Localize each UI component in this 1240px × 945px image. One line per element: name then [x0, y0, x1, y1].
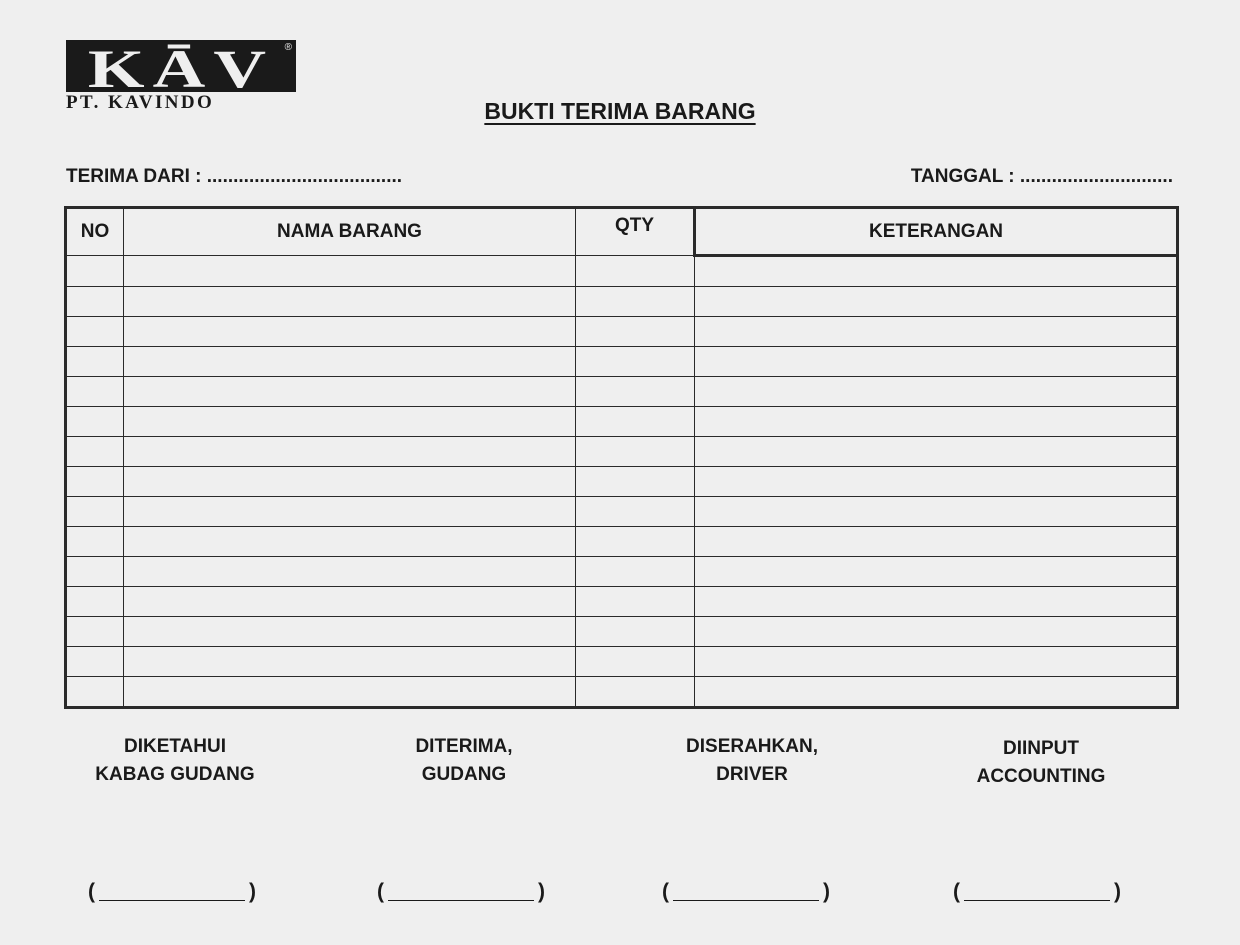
cell-keterangan — [695, 317, 1178, 347]
cell-qty — [576, 677, 695, 708]
signature-diterima — [354, 733, 574, 789]
cell-nama-barang — [124, 407, 576, 437]
cell-qty — [576, 557, 695, 587]
table-row — [66, 437, 1178, 467]
open-paren: ( — [88, 880, 95, 903]
cell-nama-barang — [124, 467, 576, 497]
cell-no — [66, 677, 124, 708]
cell-no — [66, 527, 124, 557]
cell-keterangan — [695, 377, 1178, 407]
table-row — [66, 317, 1178, 347]
cell-qty — [576, 497, 695, 527]
cell-qty — [576, 437, 695, 467]
cell-no — [66, 617, 124, 647]
table-row — [66, 527, 1178, 557]
cell-qty — [576, 287, 695, 317]
cell-no — [66, 377, 124, 407]
close-paren: ) — [538, 880, 545, 903]
open-paren: ( — [377, 880, 384, 903]
cell-qty — [576, 377, 695, 407]
cell-nama-barang — [124, 557, 576, 587]
logo-mark-box — [66, 39, 296, 99]
header-no: NO — [66, 208, 124, 256]
cell-no — [66, 557, 124, 587]
terima-dari-field: TERIMA DARI : ..................................... — [66, 166, 403, 187]
signature-role: KABAG GUDANG — [95, 764, 255, 785]
cell-nama-barang — [124, 287, 576, 317]
table-row — [66, 377, 1178, 407]
cell-nama-barang — [124, 647, 576, 677]
cell-qty — [576, 256, 695, 287]
cell-nama-barang — [124, 587, 576, 617]
cell-qty — [576, 467, 695, 497]
cell-qty — [576, 527, 695, 557]
table-row — [66, 256, 1178, 287]
cell-keterangan — [695, 407, 1178, 437]
close-paren: ) — [249, 880, 256, 903]
signature-diserahkan — [642, 733, 862, 789]
table-row — [66, 587, 1178, 617]
signature-line-diserahkan — [662, 880, 830, 904]
cell-nama-barang — [124, 317, 576, 347]
cell-qty — [576, 407, 695, 437]
cell-nama-barang — [124, 437, 576, 467]
signature-role: DRIVER — [716, 764, 788, 785]
cell-no — [66, 256, 124, 287]
signature-diinput — [931, 735, 1151, 791]
cell-nama-barang — [124, 677, 576, 708]
table-row — [66, 287, 1178, 317]
header-keterangan: KETERANGAN — [695, 208, 1178, 256]
signature-blank — [99, 884, 245, 901]
items-table — [64, 206, 1179, 709]
signature-role: GUDANG — [421, 764, 507, 785]
close-paren: ) — [823, 880, 830, 903]
header-qty: QTY — [576, 208, 695, 256]
signature-line-diterima — [377, 880, 545, 904]
cell-no — [66, 407, 124, 437]
cell-no — [66, 587, 124, 617]
cell-keterangan — [695, 347, 1178, 377]
cell-no — [66, 347, 124, 377]
signature-blank — [964, 884, 1110, 901]
table-row — [66, 557, 1178, 587]
signature-line-diinput — [953, 880, 1121, 904]
cell-keterangan — [695, 677, 1178, 708]
cell-no — [66, 317, 124, 347]
registered-mark: ® — [284, 42, 292, 53]
cell-qty — [576, 647, 695, 677]
cell-nama-barang — [124, 527, 576, 557]
header-nama-barang: NAMA BARANG — [124, 208, 576, 256]
logo-mark-text: KĀV — [87, 39, 275, 99]
signature-line-diketahui — [88, 880, 256, 904]
cell-keterangan — [695, 557, 1178, 587]
signature-title: DISERAHKAN, — [686, 736, 818, 757]
signature-diketahui — [65, 733, 285, 789]
cell-keterangan — [695, 256, 1178, 287]
open-paren: ( — [953, 880, 960, 903]
table-row — [66, 617, 1178, 647]
table-header-row — [66, 208, 1178, 256]
cell-no — [66, 497, 124, 527]
document-title — [0, 98, 1240, 125]
table-row — [66, 407, 1178, 437]
cell-nama-barang — [124, 347, 576, 377]
cell-keterangan — [695, 587, 1178, 617]
cell-no — [66, 437, 124, 467]
cell-qty — [576, 587, 695, 617]
cell-keterangan — [695, 617, 1178, 647]
open-paren: ( — [662, 880, 669, 903]
cell-keterangan — [695, 527, 1178, 557]
cell-nama-barang — [124, 377, 576, 407]
cell-keterangan — [695, 647, 1178, 677]
cell-nama-barang — [124, 497, 576, 527]
cell-no — [66, 647, 124, 677]
cell-keterangan — [695, 287, 1178, 317]
cell-qty — [576, 347, 695, 377]
cell-qty — [576, 617, 695, 647]
cell-nama-barang — [124, 256, 576, 287]
table-row — [66, 677, 1178, 708]
table-row — [66, 647, 1178, 677]
table-row — [66, 467, 1178, 497]
signature-blank — [673, 884, 819, 901]
cell-qty — [576, 317, 695, 347]
document-title-text: BUKTI TERIMA BARANG — [484, 98, 756, 124]
cell-keterangan — [695, 497, 1178, 527]
cell-nama-barang — [124, 617, 576, 647]
close-paren: ) — [1114, 880, 1121, 903]
signature-title: DITERIMA, — [415, 736, 513, 757]
cell-keterangan — [695, 467, 1178, 497]
signature-role: ACCOUNTING — [976, 766, 1106, 787]
cell-no — [66, 287, 124, 317]
tanggal-field: TANGGAL : ............................. — [910, 166, 1173, 187]
table-row — [66, 497, 1178, 527]
cell-keterangan — [695, 437, 1178, 467]
signature-title: DIINPUT — [1003, 738, 1079, 759]
signature-title: DIKETAHUI — [123, 736, 227, 757]
table-row — [66, 347, 1178, 377]
signature-blank — [388, 884, 534, 901]
cell-no — [66, 467, 124, 497]
table-body — [66, 256, 1178, 708]
company-name: PT. KAVINDO — [66, 92, 215, 113]
